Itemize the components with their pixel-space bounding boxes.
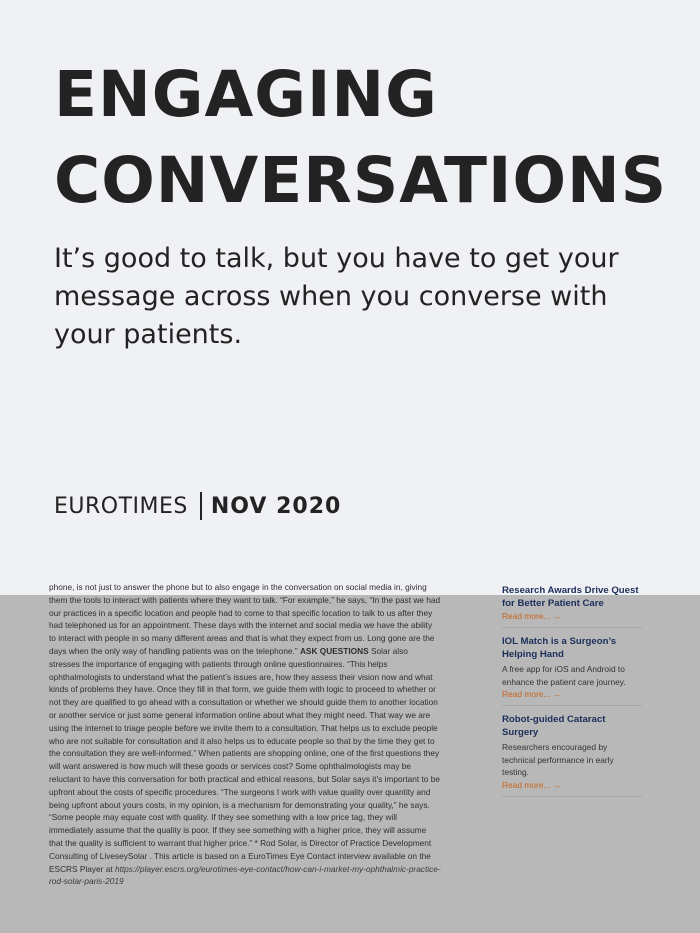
related-item[interactable] <box>502 636 642 706</box>
read-more-link[interactable]: Read more... → <box>502 779 562 790</box>
article-heading: ASK QUESTIONS <box>299 645 369 656</box>
related-item[interactable] <box>502 585 642 628</box>
publish-date: NOV 2020 <box>210 493 342 519</box>
related-item-title[interactable]: IOL Match is a Surgeon’s Helping Hand <box>502 636 617 660</box>
article-body <box>49 581 441 888</box>
related-item-desc: Researchers encouraged by technical performance in early testing. <box>502 742 614 778</box>
related-articles <box>502 585 642 805</box>
source-label: EUROTIMES <box>54 493 188 519</box>
article-paragraph-2: Solar also stresses the importance of engaging with patients through online questionnaires. “This helps ophthalmologists to understand what the patient’s issues are, how they assess their vision now and what kinds of problems they have. Once they fill in that form, we guide them with logic to proceed to whether or not they are qualified to go ahead with a consultation or whether we should guide them to another location or another service or just some general information online about what they might need. That way we are using the internet to triage people before we invite them to a consultation. That helps us to exclude people who are not suitable for consultation and it also helps us to educate people so that by the time they get to the consultation they are well-informed.” When patients are shopping online, one of the first questions they will want answered is how much will these goods or services cost? Some ophthalmologists may be reluctant to have this conversation for both practical and ethical reasons, but Solar says it’s important to be upfront about the costs of specific procedures. “The surgeons I work with value quality over quantity and being upfront about yours costs, in my opinion, is a mechanism for demonstrating your quality,” he says. “Some people may equate cost with quality. If they see something with a low price tag, they will immediately assume that the quality is poor. If they see something with a higher price, they will assume that the quality is sufficient to warrant that higher price.” * Rod Solar, is Director of Practice Development Consulting of LiveseySolar . This article is based on a EuroTimes Eye Contact interview available on the ESCRS Player at <box>49 645 440 874</box>
related-item-title[interactable]: Robot-guided Cataract Surgery <box>502 714 606 738</box>
related-item-title[interactable]: Research Awards Drive Quest for Better Patient Care <box>502 585 639 609</box>
read-more-link[interactable]: Read more... → <box>502 689 562 700</box>
title-line-1: ENGAGING <box>54 58 438 131</box>
article-source-link[interactable]: https://player.escrs.org/eurotimes-eye-contact/how-can-i-market-my-ophthalmic-practice-rod-solar-paris-2019 <box>49 863 441 887</box>
subtitle: It’s good to talk, but you have to get your message across when you converse with your patients. <box>54 243 619 350</box>
page-title <box>54 52 667 224</box>
article-paragraph-1: giving them the tools to interact with patients where they want to talk. “For example,” he says, “In the past we had our practices in a specific location and people had to come to that specific location to talk to us after they had telephoned us for an appointment. These days with the internet and social media we have the ability to interact with people in so many different areas and that is what they expect from us. Long gone are the days when the only way of handling patients was on the telephone.” <box>49 582 441 656</box>
title-line-2: CONVERSATIONS <box>54 144 668 217</box>
article-screenshot <box>0 582 700 933</box>
byline-divider <box>200 492 202 520</box>
byline <box>54 492 341 520</box>
read-more-link[interactable]: Read more... → <box>502 611 562 621</box>
article-paragraph-0: phone, is not just to answer the phone but to also engage in the conversation on social media in, <box>49 582 403 592</box>
related-item[interactable] <box>502 714 642 797</box>
related-item-desc: A free app for iOS and Android to enhance the patient care journey. <box>502 664 626 687</box>
